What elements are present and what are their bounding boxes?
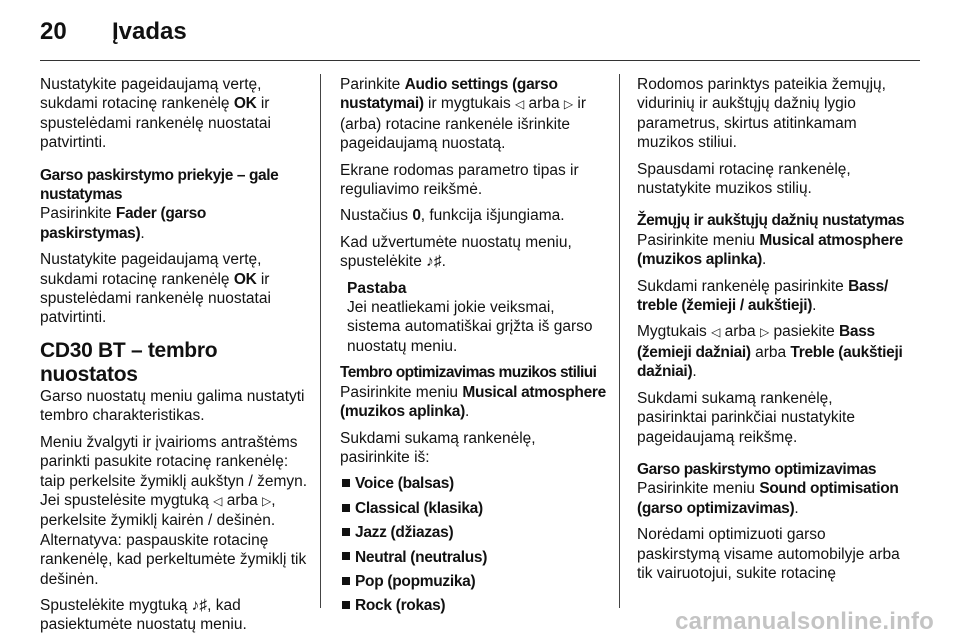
subheading: Žemųjų ir aukštųjų dažnių nustatymas: [637, 212, 905, 230]
paragraph: Sukdami rankenėlę pasirinkite Bass/ treble (žemieji / aukštieji).: [637, 277, 888, 315]
paragraph: Ekrane rodomas parametro tipas ir reguliavimo reikšmė.: [340, 161, 579, 199]
settings-button-icon: ♪♯: [191, 596, 208, 614]
music-style-list: [340, 474, 608, 615]
right-arrow-icon: ▷: [262, 493, 272, 508]
bullet-icon: [342, 504, 350, 512]
paragraph: Sukdami sukamą rankenėlę, pasirinktai parinkčiai nustatykite pageidaujamą reikšmę.: [637, 389, 855, 446]
subheading: Garso paskirstymo priekyje – gale nustatymas: [40, 166, 279, 204]
paragraph: Garso nuostatų meniu galima nustatyti tembro charakteristikas.: [40, 387, 305, 425]
paragraph: Spausdami rotacinę rankenėlę, nustatykite muzikos stilių.: [637, 160, 851, 198]
list-item: Classical (klasika): [340, 499, 608, 518]
list-item: Jazz (džiazas): [340, 523, 608, 542]
settings-button-icon: ♪♯: [426, 253, 442, 271]
paragraph: Sukdami sukamą rankenėlę, pasirinkite iš:: [340, 429, 536, 466]
paragraph: Mygtukais ◁ arba ▷ pasiekite Bass (žemieji dažniai) arba Treble (aukštieji dažniai).: [637, 323, 903, 381]
paragraph: Pasirinkite Fader (garso paskirstymas).: [40, 205, 207, 242]
paragraph: Norėdami optimizuoti garso paskirstymą visame automobilyje arba tik vairuotojui, sukite rotacinę: [637, 526, 900, 582]
left-arrow-icon: ◁: [711, 325, 721, 340]
bullet-icon: [342, 601, 350, 609]
page-number: 20: [40, 18, 67, 45]
paragraph: Spustelėkite mygtuką ♪♯, kad pasiektumėte nuostatų meniu.: [40, 596, 247, 634]
column-divider: [320, 74, 321, 608]
note-box: [340, 279, 608, 357]
bullet-icon: [342, 552, 350, 560]
header-rule: [40, 60, 920, 61]
column-3: [637, 75, 905, 590]
paragraph: Nustatykite pageidaujamą vertę, sukdami rotacinę rankenėlę OK ir spustelėdami rankenėlę nuostatai patvirtinti.: [40, 251, 271, 327]
watermark: carmanualsonline.info: [675, 608, 934, 635]
column-divider: [619, 74, 620, 608]
paragraph: Meniu žvalgyti ir įvairioms antraštėms parinkti pasukite rotacinę rankenėlę: taip perkelsite žymiklį aukštyn / žemyn. Jei spustelėsite mygtuką ◁ arba ▷, perkelsite žymiklį kairėn / dešinėn. Alternatyva: paspauskite rotacinę rankenėlę, kad perkeltumėte žymiklį tik dešinėn.: [40, 433, 308, 588]
list-item: Voice (balsas): [340, 474, 608, 493]
right-arrow-icon: ▷: [563, 97, 574, 112]
bullet-icon: [342, 479, 350, 487]
section-heading: CD30 BT – tembro nuostatos: [40, 338, 218, 386]
paragraph: Parinkite Audio settings (garso nustatymai) ir mygtukais ◁ arba ▷ ir (arba) rotacine rankenėle išrinkite pageidaujamą nuostatą.: [340, 76, 587, 153]
note-text: Jei neatliekami jokie veiksmai, sistema automatiškai grįžta iš garso nuostatų meniu.: [347, 299, 593, 355]
bullet-icon: [342, 528, 350, 536]
list-item: Rock (rokas): [340, 596, 608, 615]
paragraph: Nustatykite pageidaujamą vertę, sukdami rotacinę rankenėlę OK ir spustelėdami rankenėlę nuostatai patvirtinti.: [40, 76, 271, 152]
paragraph: Nustačius 0, funkcija išjungiama.: [340, 207, 565, 225]
note-title: Pastaba: [347, 279, 407, 297]
subheading: Tembro optimizavimas muzikos stiliui: [340, 364, 597, 382]
column-1: [40, 75, 308, 642]
column-2: [340, 75, 608, 621]
list-item: Pop (popmuzika): [340, 572, 608, 591]
left-arrow-icon: ◁: [515, 97, 525, 112]
paragraph: Pasirinkite meniu Musical atmosphere (muzikos aplinka).: [637, 231, 903, 269]
paragraph: Pasirinkite meniu Musical atmosphere (muzikos aplinka).: [340, 383, 606, 421]
paragraph: Kad užvertumėte nuostatų meniu, spustelėkite ♪♯.: [340, 233, 572, 271]
section-title: Įvadas: [112, 18, 187, 45]
right-arrow-icon: ▷: [759, 325, 770, 340]
subheading: Garso paskirstymo optimizavimas: [637, 460, 877, 478]
bullet-icon: [342, 577, 350, 585]
paragraph: Pasirinkite meniu Sound optimisation (garso optimizavimas).: [637, 480, 899, 517]
paragraph: Rodomos parinktys pateikia žemųjų, vidurinių ir aukštųjų dažnių lygio parametrus, skirtus atitinkamam muzikos stiliui.: [637, 76, 886, 152]
left-arrow-icon: ◁: [213, 493, 223, 508]
list-item: Neutral (neutralus): [340, 548, 608, 567]
